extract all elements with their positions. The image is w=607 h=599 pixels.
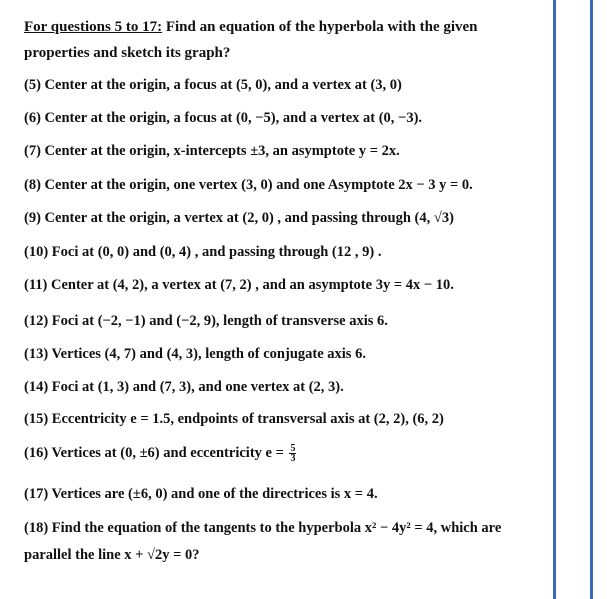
question-text: Center at the origin, a focus at (0, −5), and a vertex at (0, −3).	[44, 110, 423, 126]
page-border-line	[553, 0, 556, 599]
question-10	[24, 244, 549, 261]
question-text: Center at the origin, x-intercepts ±3, an asymptote y = 2x.	[44, 143, 400, 159]
heading-text: Find an equation of the hyperbola with the given properties and sketch its graph?	[24, 19, 478, 61]
question-text: Find the equation of the tangents to the hyperbola x² − 4y² = 4, which are parallel the line x + √2y = 0?	[24, 520, 502, 563]
fraction	[289, 444, 296, 463]
question-text: Vertices are (±6, 0) and one of the directrices is x = 4.	[51, 486, 378, 502]
question-number: (5)	[24, 77, 41, 93]
question-number: (13)	[24, 346, 49, 362]
question-14	[24, 379, 549, 396]
question-18	[24, 515, 549, 569]
question-8	[24, 177, 549, 194]
fraction-numerator: 5	[290, 443, 296, 454]
question-6	[24, 110, 549, 127]
question-text: Center at the origin, one vertex (3, 0) and one Asymptote 2x − 3 y = 0.	[44, 177, 473, 193]
question-text: Center at the origin, a focus at (5, 0), and a vertex at (3, 0)	[44, 77, 402, 93]
question-text: Foci at (0, 0) and (0, 4) , and passing through (12 , 9) .	[51, 244, 382, 260]
question-number: (11)	[24, 277, 48, 293]
question-number: (18)	[24, 520, 49, 536]
heading-lead: For questions 5 to 17:	[24, 19, 163, 35]
question-16	[24, 444, 549, 463]
question-17	[24, 486, 549, 503]
question-number: (7)	[24, 143, 41, 159]
question-number: (6)	[24, 110, 41, 126]
question-text: Center at (4, 2), a vertex at (7, 2) , and an asymptote 3y = 4x − 10.	[50, 277, 454, 293]
question-13	[24, 346, 549, 363]
page-border-line	[590, 0, 593, 599]
question-12	[24, 313, 549, 330]
fraction-denominator: 3	[290, 453, 296, 464]
question-text: Center at the origin, a vertex at (2, 0) , and passing through (4, √3)	[44, 210, 454, 226]
question-text: Foci at (−2, −1) and (−2, 9), length of transverse axis 6.	[51, 313, 388, 329]
question-number: (17)	[24, 486, 49, 502]
question-text: Eccentricity e = 1.5, endpoints of transversal axis at (2, 2), (6, 2)	[51, 411, 444, 427]
question-15	[24, 411, 549, 428]
question-number: (14)	[24, 379, 49, 395]
question-9	[24, 210, 549, 227]
question-number: (8)	[24, 177, 41, 193]
question-number: (15)	[24, 411, 49, 427]
question-number: (12)	[24, 313, 49, 329]
question-number: (10)	[24, 244, 49, 260]
question-7	[24, 143, 549, 160]
question-number: (16)	[24, 444, 49, 461]
instructions-heading	[24, 14, 544, 66]
question-number: (9)	[24, 210, 41, 226]
question-11	[24, 277, 549, 294]
question-text: Foci at (1, 3) and (7, 3), and one vertex at (2, 3).	[51, 379, 344, 395]
question-text: Vertices at (0, ±6) and eccentricity e =	[51, 444, 284, 461]
question-5	[24, 77, 549, 94]
question-text: Vertices (4, 7) and (4, 3), length of conjugate axis 6.	[51, 346, 366, 362]
